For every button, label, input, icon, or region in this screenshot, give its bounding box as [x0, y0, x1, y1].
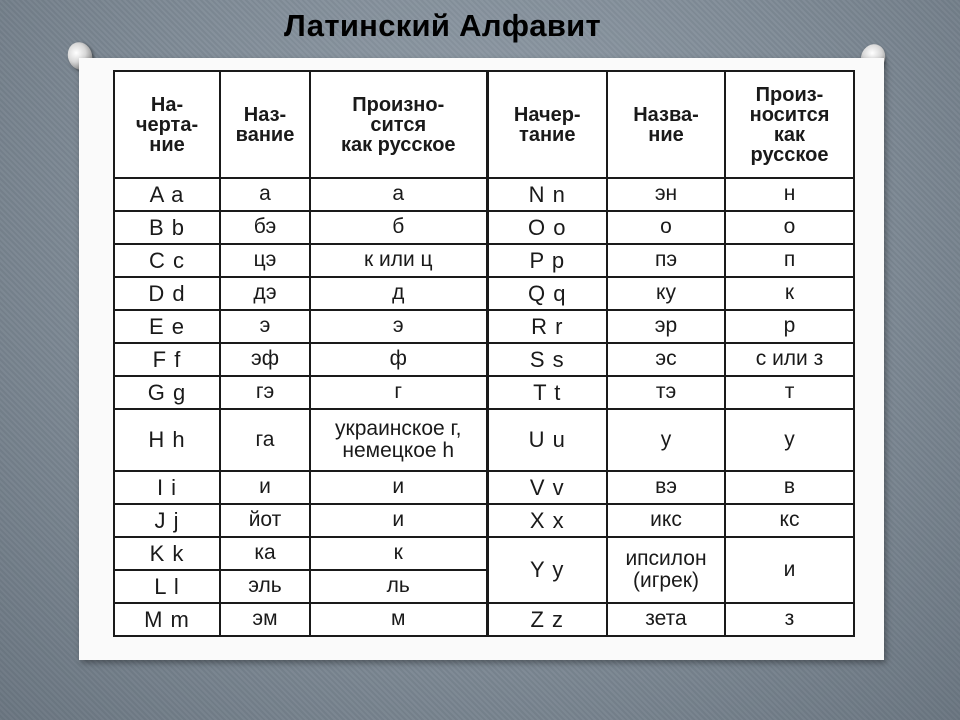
- header-name-right: Назва- ние: [607, 71, 725, 178]
- letter-cell: M m: [114, 603, 220, 636]
- sound-cell: н: [725, 178, 854, 211]
- table-row: [114, 376, 854, 409]
- name-cell: ипсилон (игрек): [607, 537, 725, 603]
- letter-cell: K k: [114, 537, 220, 570]
- letter-cell: J j: [114, 504, 220, 537]
- letter-cell: X x: [487, 504, 607, 537]
- name-cell: ка: [220, 537, 310, 570]
- sound-cell: п: [725, 244, 854, 277]
- name-cell: эм: [220, 603, 310, 636]
- letter-cell: L l: [114, 570, 220, 603]
- name-cell: эль: [220, 570, 310, 603]
- sound-cell: к или ц: [310, 244, 487, 277]
- name-cell: эн: [607, 178, 725, 211]
- letter-cell: G g: [114, 376, 220, 409]
- sound-cell: г: [310, 376, 487, 409]
- sound-cell: б: [310, 211, 487, 244]
- name-cell: бэ: [220, 211, 310, 244]
- table-row: [114, 277, 854, 310]
- table-row: [114, 471, 854, 504]
- letter-cell: C c: [114, 244, 220, 277]
- sound-cell: и: [310, 471, 487, 504]
- name-cell: а: [220, 178, 310, 211]
- sound-cell: и: [310, 504, 487, 537]
- name-cell: пэ: [607, 244, 725, 277]
- sound-cell: а: [310, 178, 487, 211]
- name-cell: цэ: [220, 244, 310, 277]
- header-spelling-right: Начер- тание: [487, 71, 607, 178]
- name-cell: вэ: [607, 471, 725, 504]
- sound-cell: и: [725, 537, 854, 603]
- letter-cell: R r: [487, 310, 607, 343]
- table-row: [114, 343, 854, 376]
- sound-cell: украинское г, немецкое h: [310, 409, 487, 471]
- name-cell: гэ: [220, 376, 310, 409]
- table-row: [114, 310, 854, 343]
- table-row: [114, 504, 854, 537]
- header-spelling-left: На- черта- ние: [114, 71, 220, 178]
- letter-cell: H h: [114, 409, 220, 471]
- sound-cell: у: [725, 409, 854, 471]
- sound-cell: э: [310, 310, 487, 343]
- name-cell: ку: [607, 277, 725, 310]
- name-cell: у: [607, 409, 725, 471]
- name-cell: йот: [220, 504, 310, 537]
- letter-cell: U u: [487, 409, 607, 471]
- letter-cell: N n: [487, 178, 607, 211]
- sound-cell: в: [725, 471, 854, 504]
- name-cell: э: [220, 310, 310, 343]
- letter-cell: Z z: [487, 603, 607, 636]
- sound-cell: с или з: [725, 343, 854, 376]
- name-cell: зета: [607, 603, 725, 636]
- letter-cell: T t: [487, 376, 607, 409]
- letter-cell: Y y: [487, 537, 607, 603]
- slide-title: Латинский Алфавит: [283, 8, 602, 43]
- letter-cell: S s: [487, 343, 607, 376]
- sound-cell: к: [310, 537, 487, 570]
- sound-cell: д: [310, 277, 487, 310]
- name-cell: эф: [220, 343, 310, 376]
- letter-cell: Q q: [487, 277, 607, 310]
- name-cell: эр: [607, 310, 725, 343]
- header-name-left: Наз- вание: [220, 71, 310, 178]
- table-row: [114, 178, 854, 211]
- header-row: [114, 71, 854, 178]
- sound-cell: о: [725, 211, 854, 244]
- name-cell: эс: [607, 343, 725, 376]
- table-row: [114, 211, 854, 244]
- sound-cell: к: [725, 277, 854, 310]
- letter-cell: V v: [487, 471, 607, 504]
- name-cell: тэ: [607, 376, 725, 409]
- sound-cell: з: [725, 603, 854, 636]
- letter-cell: P p: [487, 244, 607, 277]
- sound-cell: т: [725, 376, 854, 409]
- table-row: [114, 537, 854, 570]
- alphabet-table: [113, 70, 855, 637]
- name-cell: дэ: [220, 277, 310, 310]
- sound-cell: м: [310, 603, 487, 636]
- letter-cell: D d: [114, 277, 220, 310]
- table-row: [114, 244, 854, 277]
- table-row: [114, 603, 854, 636]
- sound-cell: кс: [725, 504, 854, 537]
- letter-cell: I i: [114, 471, 220, 504]
- letter-cell: B b: [114, 211, 220, 244]
- name-cell: га: [220, 409, 310, 471]
- letter-cell: A a: [114, 178, 220, 211]
- sound-cell: ль: [310, 570, 487, 603]
- letter-cell: E e: [114, 310, 220, 343]
- letter-cell: O o: [487, 211, 607, 244]
- header-pronounced-left: Произно- сится как русское: [310, 71, 487, 178]
- table-row: [114, 409, 854, 471]
- name-cell: икс: [607, 504, 725, 537]
- letter-cell: F f: [114, 343, 220, 376]
- sound-cell: р: [725, 310, 854, 343]
- name-cell: и: [220, 471, 310, 504]
- sound-cell: ф: [310, 343, 487, 376]
- name-cell: о: [607, 211, 725, 244]
- header-pronounced-right: Произ- носится как русское: [725, 71, 854, 178]
